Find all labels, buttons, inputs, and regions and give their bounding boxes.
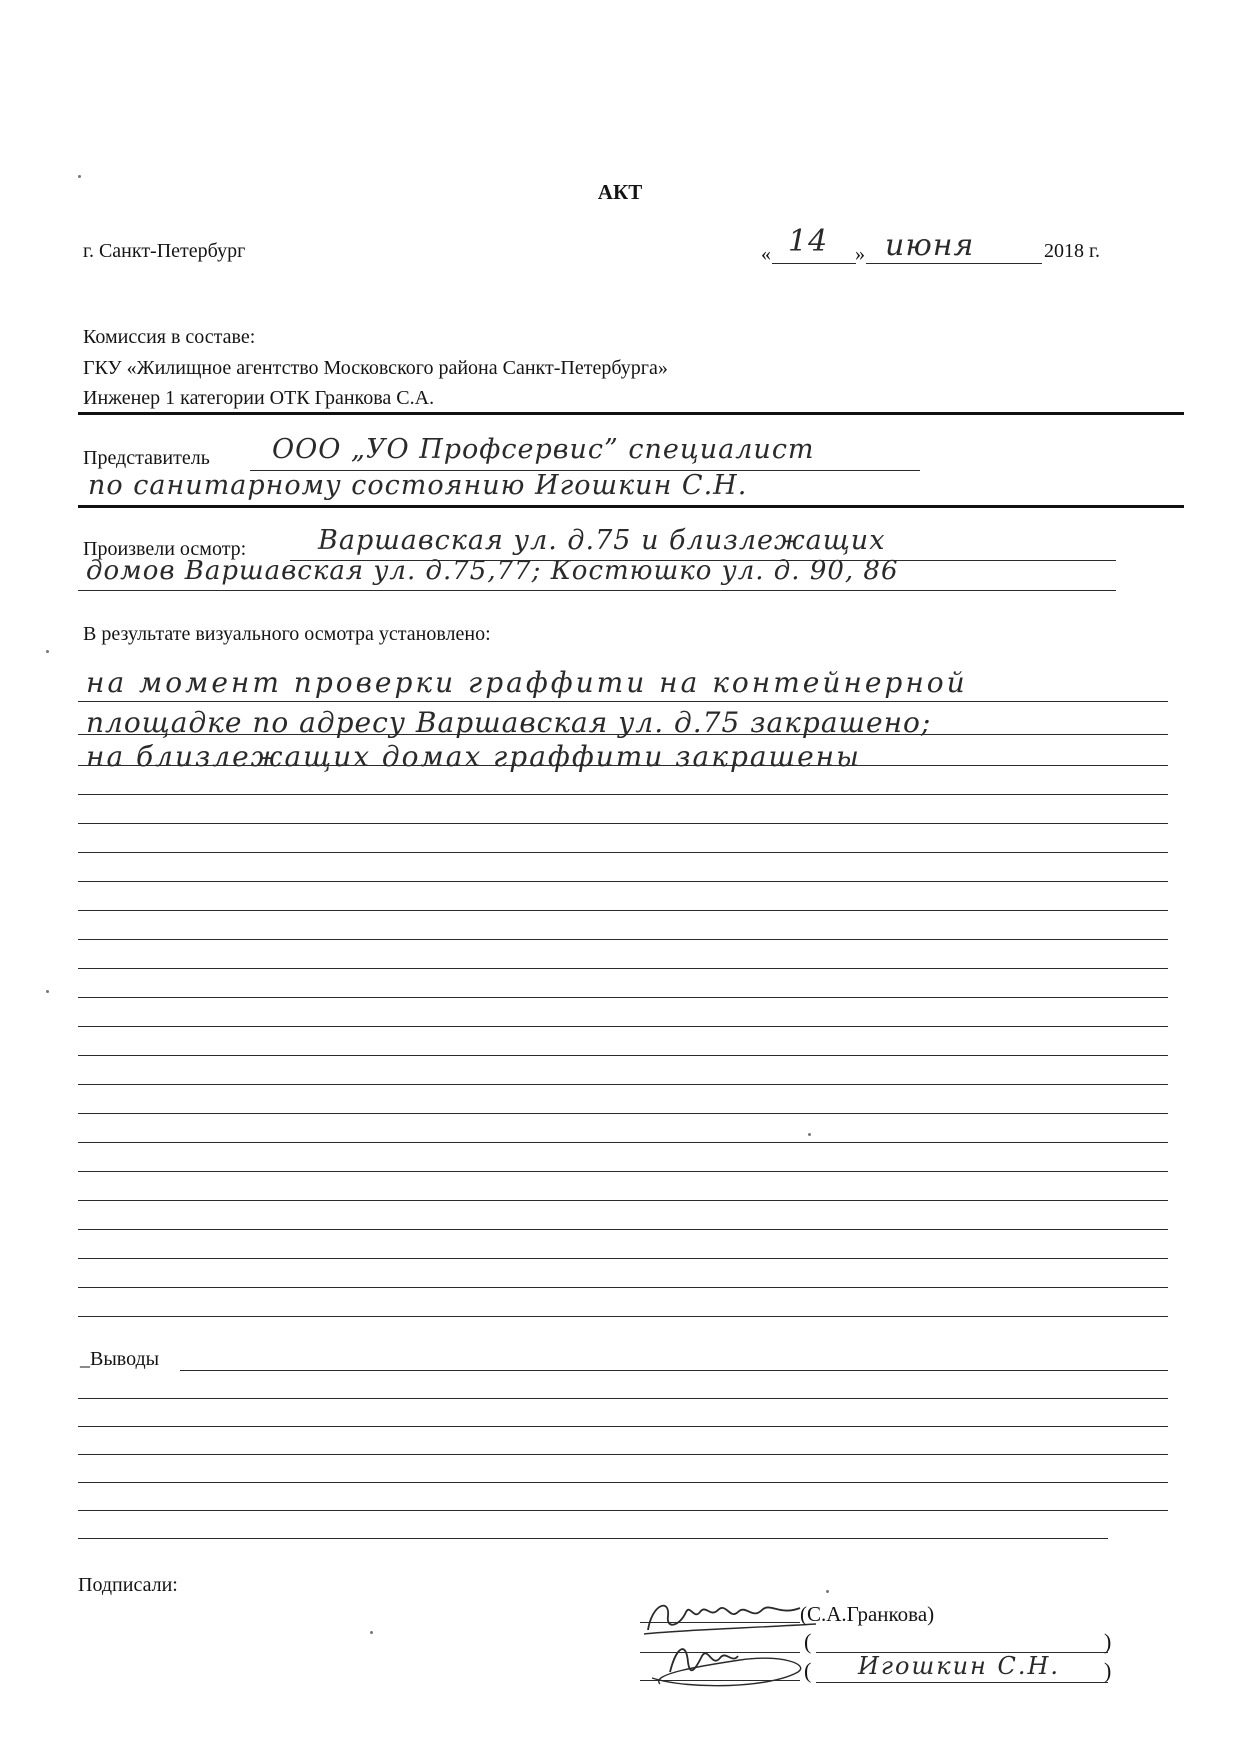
findings-rule: [78, 794, 1168, 795]
date-close-quote: »: [855, 243, 865, 265]
findings-rule: [78, 968, 1168, 969]
findings-rule: [78, 823, 1168, 824]
city: г. Санкт-Петербург: [83, 240, 246, 262]
signer-3-name-rule: [816, 1682, 1108, 1683]
representative-handwritten-line1: ООО „УО Профсервис” специалист: [272, 434, 815, 465]
findings-rule: [78, 910, 1168, 911]
conclusions-rule: [78, 1482, 1168, 1483]
date-year: 2018 г.: [1044, 240, 1100, 262]
signature-1-rule: [640, 1622, 800, 1623]
findings-rule: [78, 765, 1168, 766]
findings-rule: [78, 1229, 1168, 1230]
findings-rule: [78, 1026, 1168, 1027]
signer-3-paren-open: (: [804, 1658, 812, 1683]
findings-rule: [78, 1287, 1168, 1288]
date-day-underline: [772, 263, 856, 264]
findings-rule: [78, 881, 1168, 882]
conclusions-rule: [78, 1510, 1168, 1511]
signature-3-scribble: [630, 1628, 820, 1692]
findings-rule: [78, 1142, 1168, 1143]
conclusions-rule: [78, 1398, 1168, 1399]
document-title: АКТ: [597, 180, 643, 204]
conclusions-label: _Выводы: [80, 1348, 160, 1370]
signer-2-paren-close: ): [1104, 1629, 1112, 1654]
findings-handwritten-line1: на момент проверки граффити на контейнерной: [86, 666, 968, 699]
scan-speck: [370, 1631, 373, 1634]
signature-3-rule: [640, 1680, 800, 1681]
findings-handwritten-line3: на близлежащих домах граффити закрашены: [86, 740, 861, 773]
commission-underline: [78, 412, 1184, 415]
findings-heading: В результате визуального осмотра установлено:: [83, 623, 491, 645]
date-day: 14: [788, 224, 829, 259]
scan-speck: [46, 650, 49, 653]
conclusions-rule: [78, 1426, 1168, 1427]
findings-rule: [78, 1258, 1168, 1259]
scan-speck: [78, 175, 81, 178]
inspection-handwritten-line1: Варшавская ул. д.75 и близлежащих: [318, 525, 886, 556]
date-month-underline: [866, 263, 1042, 264]
date-month: июня: [885, 228, 975, 263]
signer-2-paren-open: (: [804, 1629, 812, 1654]
findings-handwritten-line2: площадке по адресу Варшавская ул. д.75 закрашено;: [86, 706, 932, 739]
findings-rule: [78, 1171, 1168, 1172]
findings-rule: [78, 1200, 1168, 1201]
findings-rule: [78, 852, 1168, 853]
findings-rule: [78, 734, 1168, 735]
conclusions-rule: [180, 1370, 1168, 1371]
commission-heading: Комиссия в составе:: [83, 326, 256, 348]
inspection-label: Произвели осмотр:: [83, 538, 247, 560]
findings-rule: [78, 997, 1168, 998]
scan-speck: [46, 990, 49, 993]
findings-rule: [78, 1113, 1168, 1114]
scan-speck: [808, 1133, 811, 1136]
inspection-handwritten-line2: домов Варшавская ул. д.75,77; Костюшко ул. д. 90, 86: [86, 556, 899, 586]
findings-rule: [78, 1055, 1168, 1056]
date-open-quote: «: [761, 243, 771, 265]
commission-member: Инженер 1 категории ОТК Гранкова С.А.: [83, 387, 435, 409]
signer-3-paren-close: ): [1104, 1658, 1112, 1683]
signatures-label: Подписали:: [78, 1574, 178, 1596]
findings-rule: [78, 939, 1168, 940]
findings-rule: [78, 701, 1168, 702]
representative-label: Представитель: [83, 447, 210, 469]
representative-line2-rule: [78, 505, 1184, 508]
inspection-line2-rule: [78, 590, 1116, 591]
commission-organization: ГКУ «Жилищное агентство Московского района Санкт-Петербурга»: [83, 357, 668, 379]
signer-3-name: Игошкин С.Н.: [858, 1652, 1061, 1680]
scan-speck: [826, 1590, 829, 1593]
conclusions-rule: [78, 1538, 1108, 1539]
findings-rule: [78, 1316, 1168, 1317]
findings-rule: [78, 1084, 1168, 1085]
conclusions-rule: [78, 1454, 1168, 1455]
representative-handwritten-line2: по санитарному состоянию Игошкин С.Н.: [88, 470, 748, 501]
signer-1-name: (С.А.Гранкова): [800, 1602, 935, 1626]
